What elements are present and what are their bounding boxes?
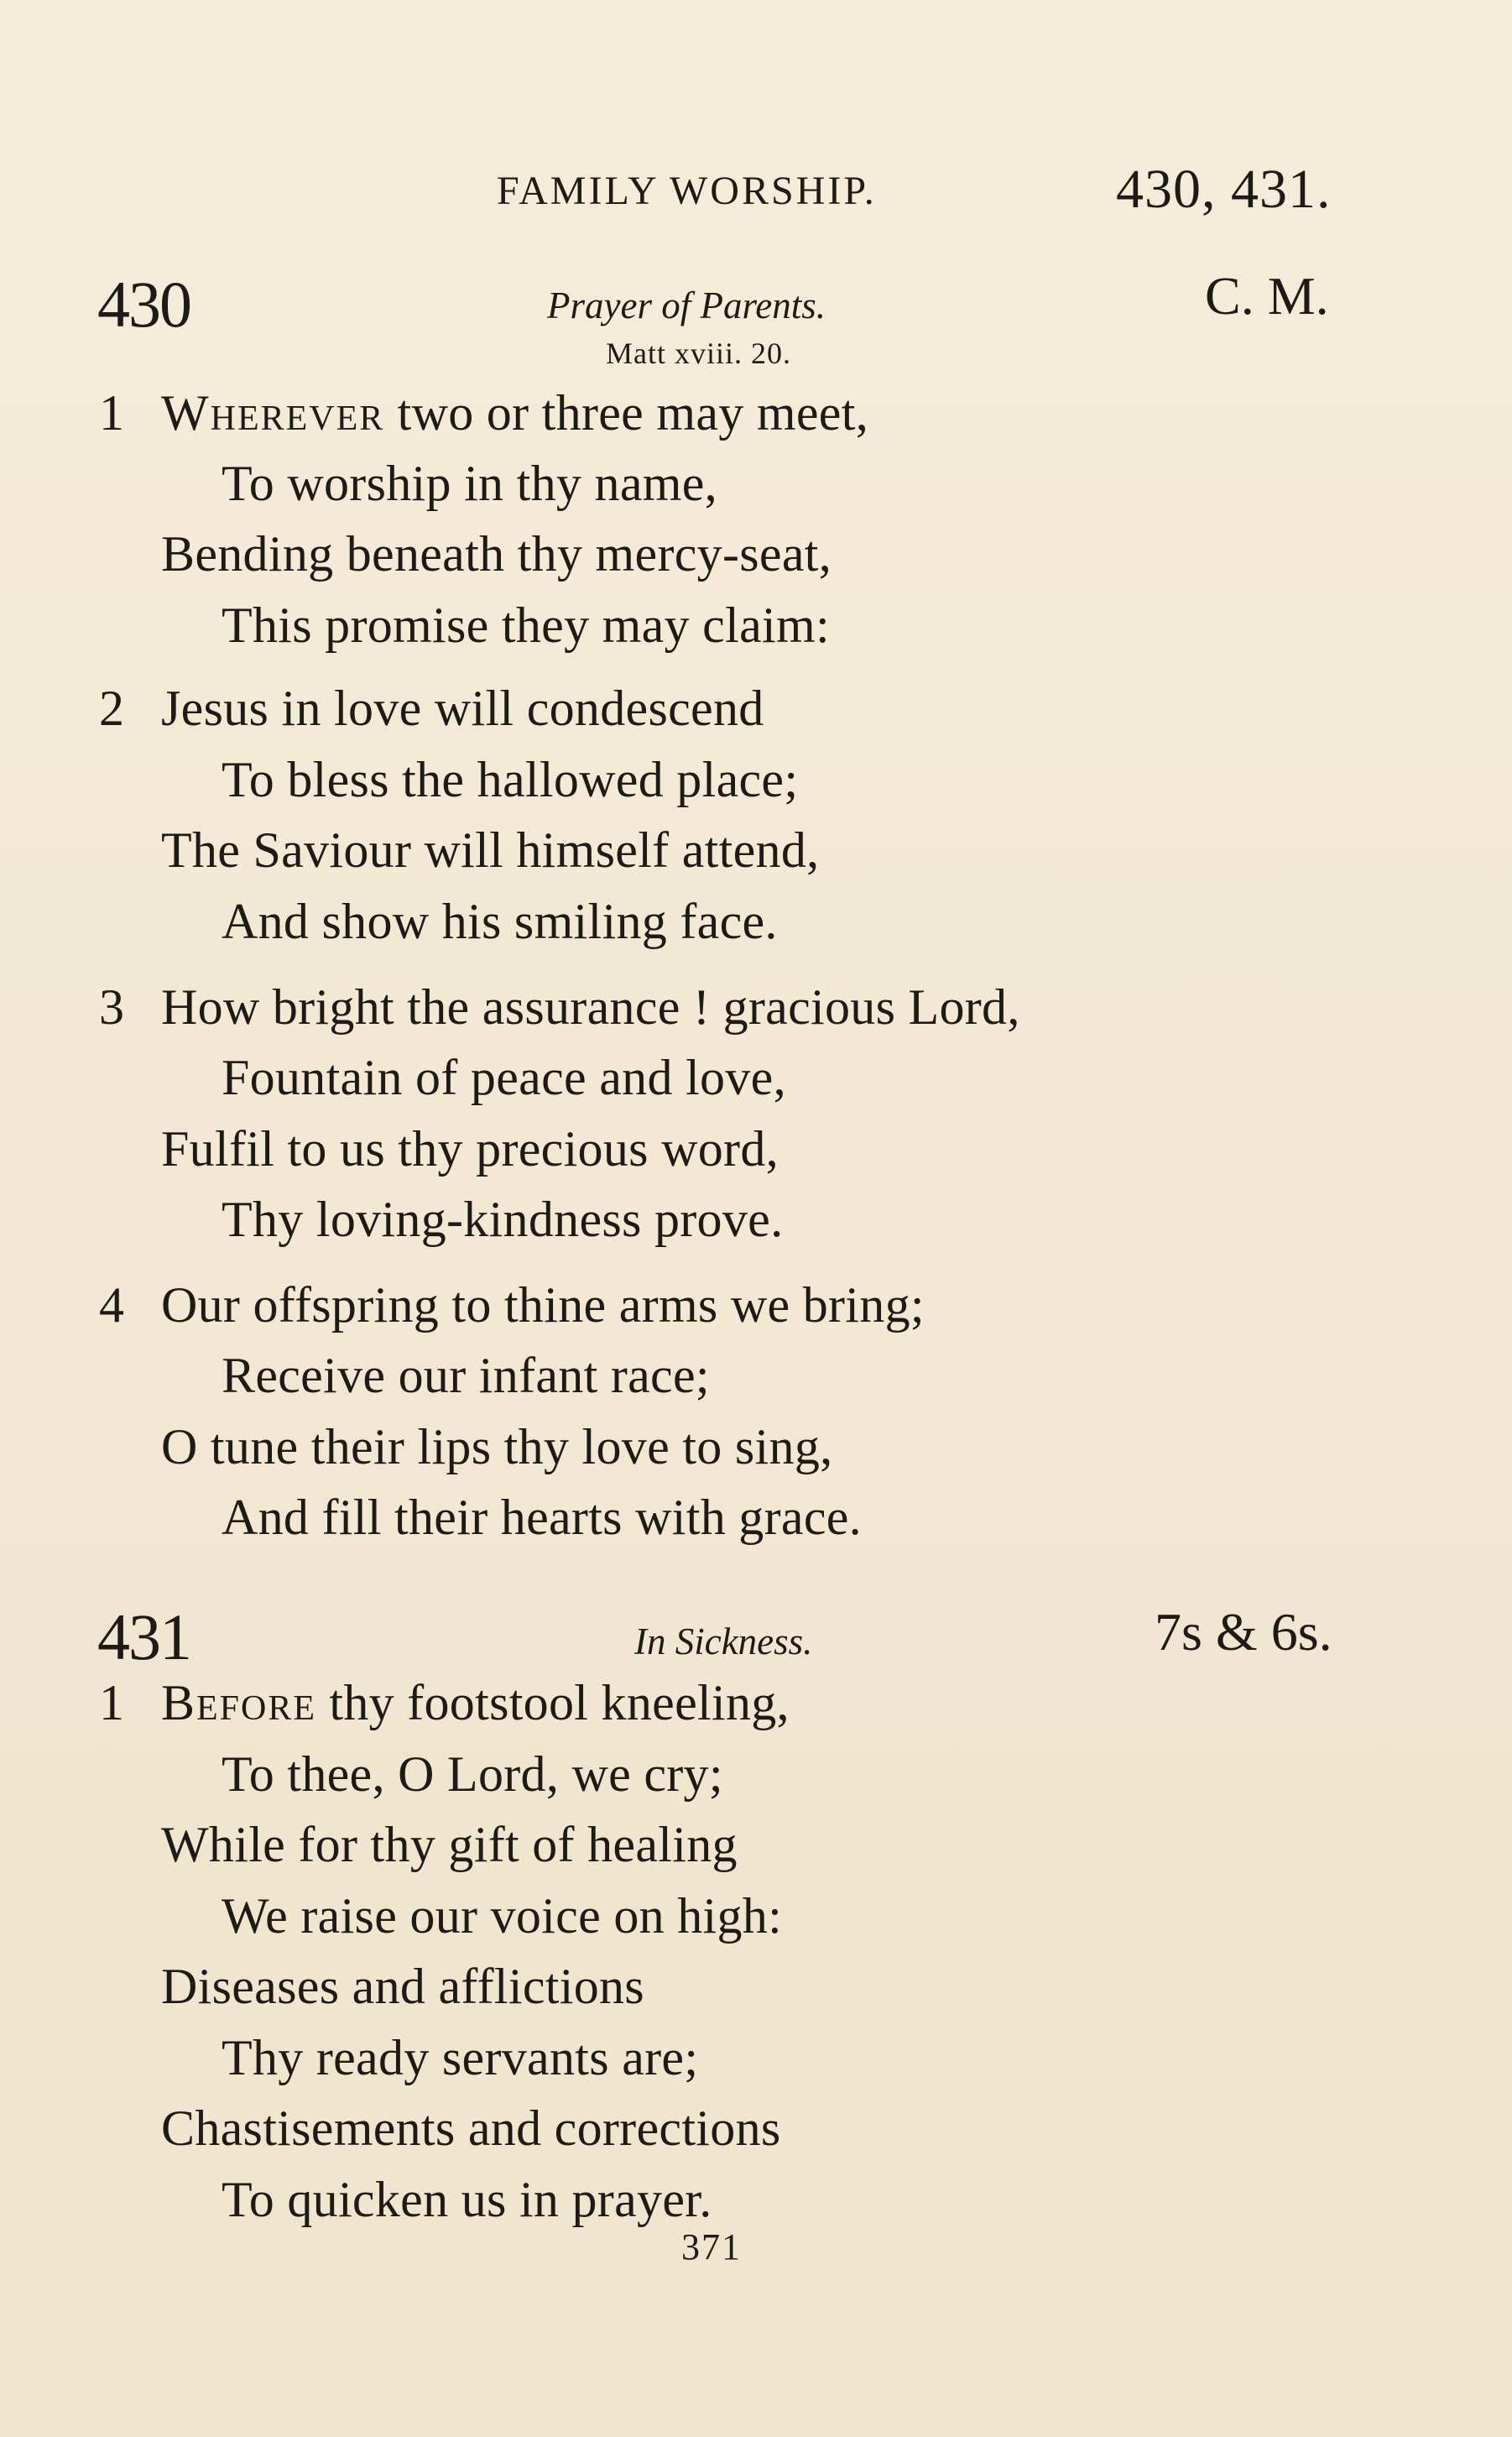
- verse-line: Diseases and afflictions: [161, 1959, 644, 2014]
- verse-line-rest: thy footstool kneeling,: [316, 1675, 790, 1730]
- verse-line: This promise they may claim:: [222, 598, 830, 653]
- verse-number: 3: [99, 979, 124, 1035]
- verse-line: Thy loving-kindness prove.: [222, 1192, 784, 1247]
- verse-line: To thee, O Lord, we cry;: [222, 1746, 723, 1802]
- verse-line: How bright the assurance ! gracious Lord,: [161, 979, 1020, 1035]
- verse-number: 4: [99, 1277, 124, 1333]
- page-number: 371: [681, 2226, 742, 2267]
- verse-line-rest: two or three may meet,: [384, 385, 868, 441]
- verse-number: 1: [99, 385, 124, 441]
- running-title: FAMILY WORSHIP.: [497, 169, 877, 213]
- verse-line: We raise our voice on high:: [222, 1888, 783, 1944]
- verse-line: And show his smiling face.: [222, 894, 778, 949]
- verse-number: 1: [99, 1675, 124, 1730]
- verse-line: The Saviour will himself attend,: [161, 822, 820, 878]
- hymn-title: In Sickness.: [634, 1620, 813, 1662]
- verse-line: To worship in thy name,: [222, 456, 717, 511]
- verse-line: Fountain of peace and love,: [222, 1050, 786, 1105]
- verse-line: And fill their hearts with grace.: [222, 1490, 862, 1545]
- verse-line: While for thy gift of healing: [161, 1817, 738, 1872]
- verse-line: Our offspring to thine arms we bring;: [161, 1277, 925, 1333]
- verse-line: [161, 1674, 790, 1732]
- hymn-meter: C. M.: [1205, 266, 1329, 326]
- verse-number: 2: [99, 681, 124, 736]
- verse-line: Chastisements and corrections: [161, 2100, 781, 2156]
- hymn-range: 430, 431.: [1116, 159, 1332, 220]
- verse-line: Receive our infant race;: [222, 1348, 710, 1403]
- hymn-title: Prayer of Parents.: [547, 284, 826, 326]
- verse-line: Fulfil to us thy precious word,: [161, 1121, 779, 1177]
- verse-first-word: Wherever: [161, 385, 385, 441]
- verse-line: Bending beneath thy mercy-seat,: [161, 526, 832, 582]
- verse-line: To quicken us in prayer.: [222, 2172, 712, 2227]
- hymn-meter: 7s & 6s.: [1155, 1602, 1332, 1662]
- verse-line: O tune their lips thy love to sing,: [161, 1419, 833, 1474]
- verse-line: Jesus in love will condescend: [161, 681, 764, 736]
- scripture-reference: Matt xviii. 20.: [606, 337, 791, 370]
- verse-first-word: Before: [161, 1675, 317, 1730]
- verse-line: Thy ready servants are;: [222, 2030, 699, 2085]
- hymn-number: 430: [97, 268, 190, 341]
- verse-line: To bless the hallowed place;: [222, 752, 799, 807]
- hymn-number: 431: [97, 1600, 190, 1673]
- verse-line: [161, 384, 868, 442]
